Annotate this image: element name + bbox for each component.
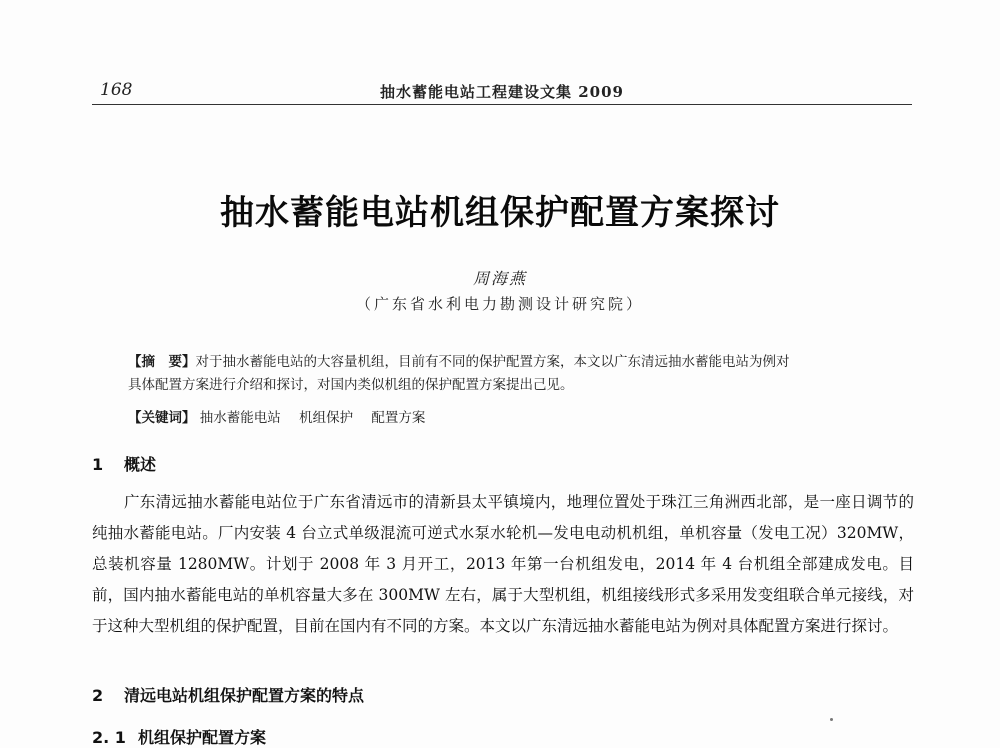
section-heading-2-1 — [92, 725, 266, 748]
keyword: 配置方案 — [371, 410, 426, 426]
keyword: 机组保护 — [299, 410, 354, 426]
page-number: 168 — [100, 80, 133, 100]
keywords-label: 【关键词】 — [128, 410, 196, 426]
abstract-line-1 — [128, 351, 898, 374]
section-number: 1 — [92, 455, 104, 474]
scan-speck — [830, 718, 833, 721]
running-header — [92, 78, 912, 100]
keywords — [128, 406, 439, 426]
author-name: 周海燕 — [472, 269, 527, 288]
section-heading-1 — [92, 452, 156, 475]
journal-title: 抽水蓄能电站工程建设文集 2009 — [380, 83, 624, 101]
paper-title: 抽水蓄能电站机组保护配置方案探讨 — [220, 193, 780, 233]
abstract — [128, 351, 898, 397]
author-affiliation: （广东省水利电力勘测设计研究院） — [355, 295, 644, 313]
section-number: 2. 1 — [92, 728, 126, 747]
section-title: 机组保护配置方案 — [138, 728, 267, 747]
section-heading-2 — [92, 683, 364, 706]
keyword: 抽水蓄能电站 — [199, 410, 281, 426]
section-title: 概述 — [124, 455, 157, 474]
section-1-paragraph: 广东清远抽水蓄能电站位于广东省清远市的清新县太平镇境内，地理位置处于珠江三角洲西北部，是一座日调节的纯抽水蓄能电站。厂内安装 4 台立式单级混流可逆式水泵水轮机—发电电动机机组，单机容量（发电工况）320MW，总装机容量 1280MW。计划于 2008 年 3 月开工，2013 年第一台机组发电，2014 年 4 台机组全部建成发电。目前，国内抽水蓄能电站的单机容量大多在 300MW 左右，属于大型机组，机组接线形式多采用发变组联合单元接线，对于这种大型机组的保护配置，目前在国内有不同的方案。本文以广东清远抽水蓄能电站为例对具体配置方案进行探讨。 — [92, 493, 914, 635]
abstract-line-2: 具体配置方案进行介绍和探讨，对国内类似机组的保护配置方案提出己见。 — [128, 377, 574, 393]
abstract-label: 【摘 要】 — [128, 354, 196, 370]
header-rule — [92, 104, 912, 105]
abstract-text-1: 对于抽水蓄能电站的大容量机组，目前有不同的保护配置方案，本文以广东清远抽水蓄能电站为例对 — [195, 354, 790, 370]
section-title: 清远电站机组保护配置方案的特点 — [124, 686, 365, 705]
section-number: 2 — [92, 686, 104, 705]
